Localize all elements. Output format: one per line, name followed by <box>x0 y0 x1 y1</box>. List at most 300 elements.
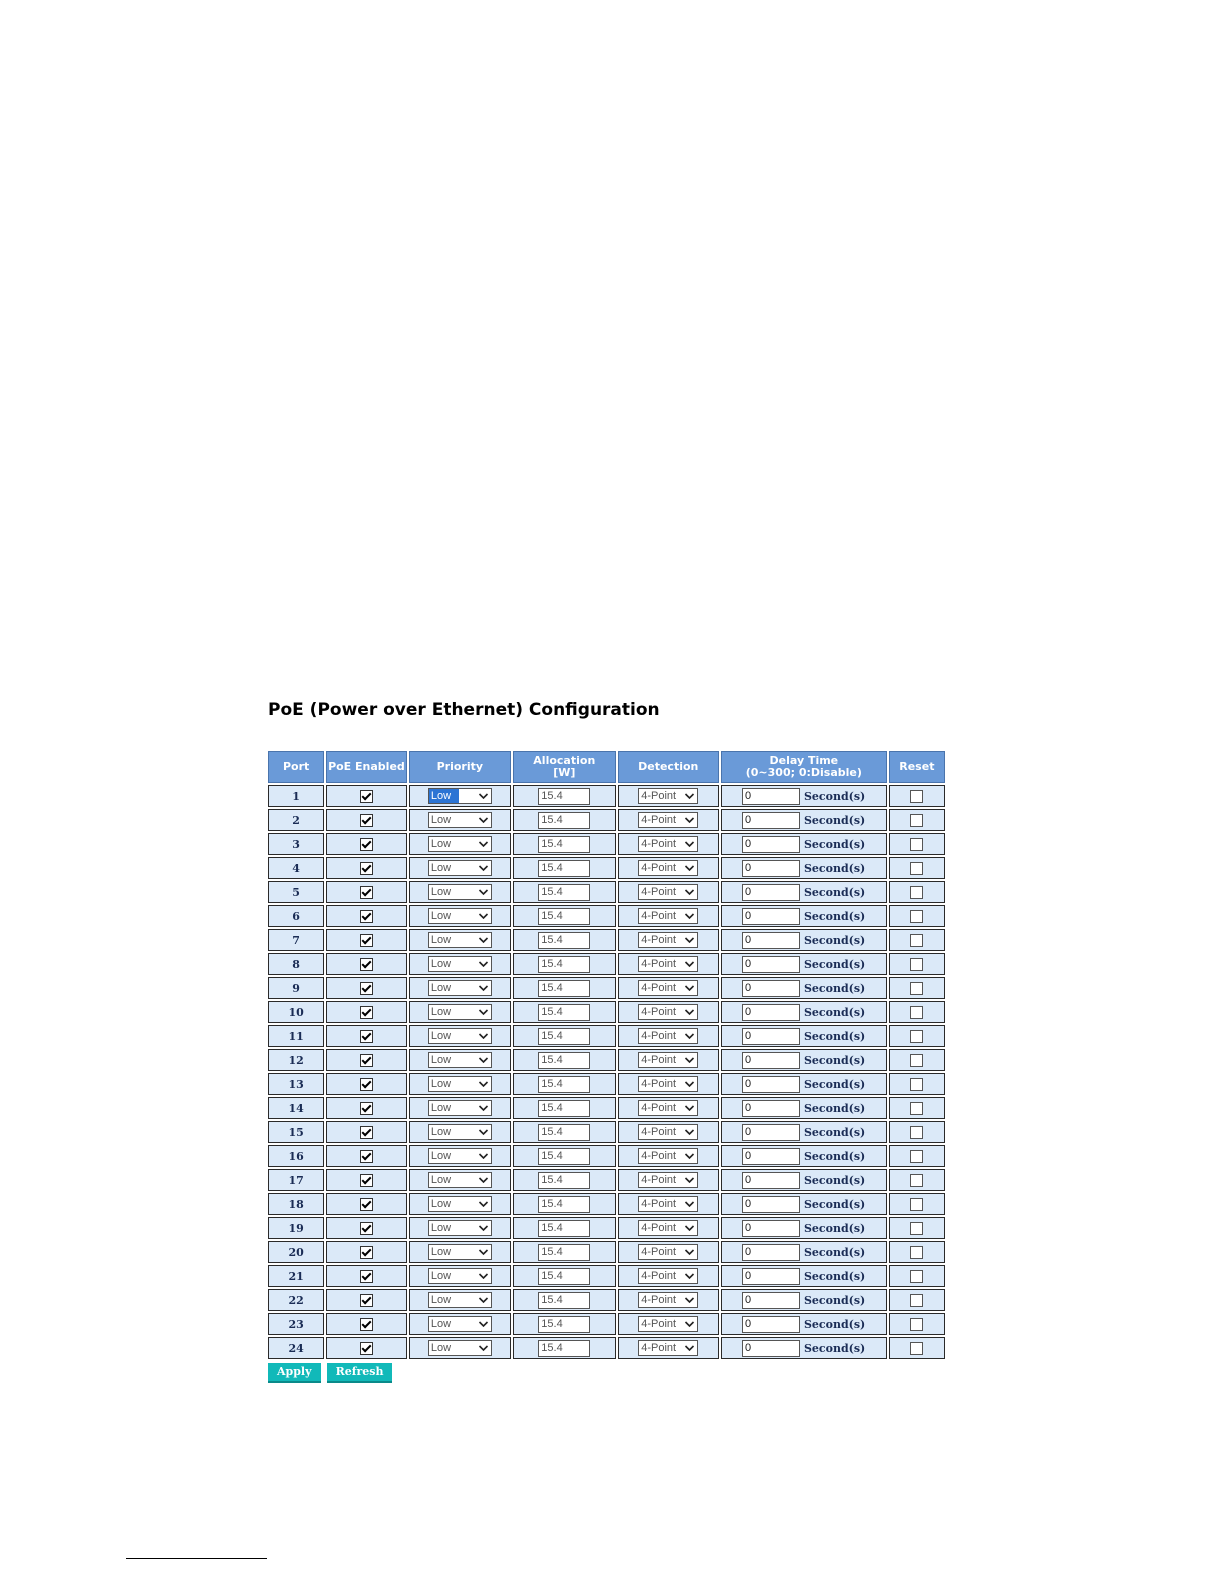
table-row <box>268 833 945 855</box>
delay-unit-label: Second(s) <box>803 861 866 875</box>
checkbox-checked-icon[interactable] <box>360 886 373 899</box>
priority-cell <box>409 953 511 975</box>
port-number: 20 <box>288 1245 304 1259</box>
priority-select[interactable] <box>428 1268 492 1284</box>
detection-select[interactable] <box>638 932 698 948</box>
checkbox-unchecked-icon[interactable] <box>910 814 923 827</box>
detection-value: 4-Point <box>641 814 677 826</box>
allocation-cell <box>513 1073 615 1095</box>
port-cell <box>268 1337 324 1359</box>
table-row <box>268 929 945 951</box>
header-priority: Priority <box>409 751 511 783</box>
detection-select[interactable] <box>638 1268 698 1284</box>
checkbox-unchecked-icon[interactable] <box>910 838 923 851</box>
checkbox-checked-icon[interactable] <box>360 1006 373 1019</box>
reset-cell <box>889 1169 945 1191</box>
allocation-input[interactable]: 15.4 <box>538 860 590 877</box>
allocation-input[interactable]: 15.4 <box>538 884 590 901</box>
delay-time-input[interactable]: 0 <box>742 1100 800 1117</box>
priority-cell <box>409 1073 511 1095</box>
allocation-input[interactable]: 15.4 <box>538 812 590 829</box>
poe-enabled-cell <box>326 1073 406 1095</box>
chevron-down-icon <box>478 933 489 947</box>
table-row <box>268 785 945 807</box>
allocation-input[interactable]: 15.4 <box>538 932 590 949</box>
checkbox-checked-icon[interactable] <box>360 1102 373 1115</box>
priority-value: Low <box>430 1030 452 1042</box>
delay-unit-label: Second(s) <box>803 1221 866 1235</box>
checkbox-checked-icon[interactable] <box>360 1198 373 1211</box>
port-number: 7 <box>292 933 300 947</box>
detection-value: 4-Point <box>641 1318 677 1330</box>
detection-select[interactable] <box>638 1028 698 1044</box>
priority-select[interactable] <box>428 1220 492 1236</box>
delay-time-input[interactable]: 0 <box>742 836 800 853</box>
reset-cell <box>889 1313 945 1335</box>
delay-time-input[interactable]: 0 <box>742 1076 800 1093</box>
checkbox-unchecked-icon[interactable] <box>910 1270 923 1283</box>
detection-select[interactable] <box>638 836 698 852</box>
allocation-input[interactable]: 15.4 <box>538 836 590 853</box>
delay-time-input[interactable]: 0 <box>742 1316 800 1333</box>
delay-time-cell <box>721 953 887 975</box>
poe-enabled-cell <box>326 833 406 855</box>
delay-time-cell <box>721 1169 887 1191</box>
delay-time-input[interactable]: 0 <box>742 788 800 805</box>
priority-select[interactable] <box>428 1004 492 1020</box>
allocation-cell <box>513 1001 615 1023</box>
allocation-input[interactable]: 15.4 <box>538 1076 590 1093</box>
detection-cell <box>618 1313 719 1335</box>
header-detection: Detection <box>618 751 719 783</box>
chevron-down-icon <box>684 1173 695 1187</box>
checkbox-checked-icon[interactable] <box>360 982 373 995</box>
allocation-cell <box>513 857 615 879</box>
allocation-cell <box>513 881 615 903</box>
checkbox-checked-icon[interactable] <box>360 1126 373 1139</box>
priority-cell <box>409 1121 511 1143</box>
button-row <box>268 1360 393 1383</box>
checkbox-checked-icon[interactable] <box>360 838 373 851</box>
poe-enabled-cell <box>326 1265 406 1287</box>
detection-value: 4-Point <box>641 1174 677 1186</box>
poe-enabled-cell <box>326 953 406 975</box>
delay-unit-label: Second(s) <box>803 1341 866 1355</box>
allocation-cell <box>513 1097 615 1119</box>
header-reset: Reset <box>889 751 945 783</box>
priority-select[interactable] <box>428 980 492 996</box>
delay-time-input[interactable]: 0 <box>742 980 800 997</box>
allocation-cell <box>513 1193 615 1215</box>
reset-cell <box>889 881 945 903</box>
allocation-input[interactable]: 15.4 <box>538 1196 590 1213</box>
checkbox-checked-icon[interactable] <box>360 862 373 875</box>
reset-cell <box>889 1289 945 1311</box>
checkbox-unchecked-icon[interactable] <box>910 1102 923 1115</box>
port-number: 14 <box>288 1101 304 1115</box>
port-number: 18 <box>288 1197 304 1211</box>
priority-select[interactable] <box>428 1028 492 1044</box>
chevron-down-icon <box>684 813 695 827</box>
detection-select[interactable] <box>638 1196 698 1212</box>
priority-cell <box>409 1217 511 1239</box>
delay-time-cell <box>721 1025 887 1047</box>
delay-time-input[interactable]: 0 <box>742 956 800 973</box>
allocation-cell <box>513 1169 615 1191</box>
priority-select[interactable] <box>428 1196 492 1212</box>
detection-select[interactable] <box>638 1244 698 1260</box>
delay-time-input[interactable]: 0 <box>742 932 800 949</box>
checkbox-unchecked-icon[interactable] <box>910 790 923 803</box>
port-cell <box>268 833 324 855</box>
chevron-down-icon <box>478 1173 489 1187</box>
checkbox-checked-icon[interactable] <box>360 1150 373 1163</box>
poe-enabled-cell <box>326 1241 406 1263</box>
delay-time-input[interactable]: 0 <box>742 1268 800 1285</box>
priority-select[interactable] <box>428 860 492 876</box>
priority-cell <box>409 1241 511 1263</box>
delay-time-input[interactable]: 0 <box>742 812 800 829</box>
allocation-input[interactable]: 15.4 <box>538 956 590 973</box>
table-body <box>268 785 945 1359</box>
checkbox-unchecked-icon[interactable] <box>910 1198 923 1211</box>
allocation-input[interactable]: 15.4 <box>538 1148 590 1165</box>
priority-cell <box>409 905 511 927</box>
chevron-down-icon <box>684 1221 695 1235</box>
delay-time-input[interactable]: 0 <box>742 1004 800 1021</box>
checkbox-checked-icon[interactable] <box>360 1222 373 1235</box>
priority-value: Low <box>430 862 452 874</box>
checkbox-unchecked-icon[interactable] <box>910 934 923 947</box>
checkbox-unchecked-icon[interactable] <box>910 886 923 899</box>
delay-time-input[interactable]: 0 <box>742 908 800 925</box>
checkbox-unchecked-icon[interactable] <box>910 862 923 875</box>
detection-value: 4-Point <box>641 910 677 922</box>
delay-time-input[interactable]: 0 <box>742 1124 800 1141</box>
checkbox-unchecked-icon[interactable] <box>910 1054 923 1067</box>
checkbox-unchecked-icon[interactable] <box>910 1318 923 1331</box>
chevron-down-icon <box>684 1149 695 1163</box>
checkbox-unchecked-icon[interactable] <box>910 1222 923 1235</box>
checkbox-checked-icon[interactable] <box>360 934 373 947</box>
detection-select[interactable] <box>638 860 698 876</box>
priority-select[interactable] <box>428 956 492 972</box>
allocation-input[interactable]: 15.4 <box>538 1220 590 1237</box>
allocation-input[interactable]: 15.4 <box>538 1340 590 1357</box>
allocation-input[interactable]: 15.4 <box>538 1244 590 1261</box>
port-number: 13 <box>288 1077 304 1091</box>
allocation-cell <box>513 977 615 999</box>
chevron-down-icon <box>684 1101 695 1115</box>
delay-time-input[interactable]: 0 <box>742 1340 800 1357</box>
allocation-input[interactable]: 15.4 <box>538 1004 590 1021</box>
refresh-button[interactable]: Refresh <box>327 1363 393 1383</box>
port-cell <box>268 1025 324 1047</box>
detection-value: 4-Point <box>641 1222 677 1234</box>
chevron-down-icon <box>684 957 695 971</box>
priority-select[interactable] <box>428 788 492 804</box>
detection-value: 4-Point <box>641 1006 677 1018</box>
chevron-down-icon <box>478 885 489 899</box>
detection-select[interactable] <box>638 788 698 804</box>
priority-select[interactable] <box>428 836 492 852</box>
checkbox-checked-icon[interactable] <box>360 1294 373 1307</box>
detection-cell <box>618 1121 719 1143</box>
detection-value: 4-Point <box>641 1126 677 1138</box>
chevron-down-icon <box>478 837 489 851</box>
port-number: 4 <box>292 861 300 875</box>
priority-value: Low <box>430 1102 452 1114</box>
allocation-input[interactable]: 15.4 <box>538 1052 590 1069</box>
chevron-down-icon <box>684 885 695 899</box>
allocation-input[interactable]: 15.4 <box>538 1316 590 1333</box>
priority-select[interactable] <box>428 932 492 948</box>
chevron-down-icon <box>478 1077 489 1091</box>
allocation-cell <box>513 1049 615 1071</box>
priority-select[interactable] <box>428 812 492 828</box>
detection-select[interactable] <box>638 1124 698 1140</box>
delay-unit-label: Second(s) <box>803 909 866 923</box>
detection-select[interactable] <box>638 1148 698 1164</box>
delay-time-input[interactable]: 0 <box>742 1172 800 1189</box>
checkbox-unchecked-icon[interactable] <box>910 910 923 923</box>
detection-cell <box>618 1145 719 1167</box>
delay-unit-label: Second(s) <box>803 1317 866 1331</box>
detection-value: 4-Point <box>641 1102 677 1114</box>
detection-select[interactable] <box>638 956 698 972</box>
checkbox-unchecked-icon[interactable] <box>910 1342 923 1355</box>
poe-enabled-cell <box>326 785 406 807</box>
allocation-cell <box>513 905 615 927</box>
detection-select[interactable] <box>638 1340 698 1356</box>
poe-enabled-cell <box>326 1169 406 1191</box>
delay-time-input[interactable]: 0 <box>742 1148 800 1165</box>
priority-value: Low <box>430 886 452 898</box>
header-port: Port <box>268 751 324 783</box>
priority-select[interactable] <box>428 1052 492 1068</box>
poe-enabled-cell <box>326 881 406 903</box>
reset-cell <box>889 1193 945 1215</box>
table-row <box>268 1193 945 1215</box>
checkbox-checked-icon[interactable] <box>360 910 373 923</box>
priority-select[interactable] <box>428 1244 492 1260</box>
checkbox-unchecked-icon[interactable] <box>910 1006 923 1019</box>
allocation-cell <box>513 1145 615 1167</box>
detection-select[interactable] <box>638 1172 698 1188</box>
priority-value: Low <box>430 1198 452 1210</box>
detection-value: 4-Point <box>641 934 677 946</box>
poe-enabled-cell <box>326 1289 406 1311</box>
priority-select[interactable] <box>428 1316 492 1332</box>
poe-enabled-cell <box>326 1145 406 1167</box>
checkbox-unchecked-icon[interactable] <box>910 1294 923 1307</box>
detection-cell <box>618 905 719 927</box>
checkbox-checked-icon[interactable] <box>360 1054 373 1067</box>
chevron-down-icon <box>684 909 695 923</box>
detection-cell <box>618 929 719 951</box>
delay-time-input[interactable]: 0 <box>742 1196 800 1213</box>
checkbox-unchecked-icon[interactable] <box>910 1126 923 1139</box>
priority-select[interactable] <box>428 884 492 900</box>
port-number: 15 <box>288 1125 304 1139</box>
checkbox-unchecked-icon[interactable] <box>910 1030 923 1043</box>
detection-select[interactable] <box>638 1100 698 1116</box>
port-number: 3 <box>292 837 300 851</box>
apply-button[interactable]: Apply <box>268 1363 321 1383</box>
delay-unit-label: Second(s) <box>803 1053 866 1067</box>
delay-time-cell <box>721 1313 887 1335</box>
detection-cell <box>618 1073 719 1095</box>
delay-time-cell <box>721 1001 887 1023</box>
detection-select[interactable] <box>638 908 698 924</box>
priority-value: Low <box>430 1222 452 1234</box>
footnote-divider <box>126 1558 267 1559</box>
port-number: 5 <box>292 885 300 899</box>
port-cell <box>268 1241 324 1263</box>
chevron-down-icon <box>478 789 489 803</box>
detection-select[interactable] <box>638 1052 698 1068</box>
detection-select[interactable] <box>638 1220 698 1236</box>
delay-time-input[interactable]: 0 <box>742 1244 800 1261</box>
port-cell <box>268 857 324 879</box>
detection-select[interactable] <box>638 884 698 900</box>
delay-time-cell <box>721 857 887 879</box>
port-number: 24 <box>288 1341 304 1355</box>
delay-unit-label: Second(s) <box>803 1005 866 1019</box>
priority-value: Low <box>429 789 459 803</box>
checkbox-checked-icon[interactable] <box>360 790 373 803</box>
priority-cell <box>409 857 511 879</box>
priority-value: Low <box>430 1006 452 1018</box>
checkbox-checked-icon[interactable] <box>360 1078 373 1091</box>
port-cell <box>268 1289 324 1311</box>
port-number: 1 <box>292 789 300 803</box>
port-cell <box>268 953 324 975</box>
detection-value: 4-Point <box>641 1078 677 1090</box>
chevron-down-icon <box>684 1317 695 1331</box>
detection-value: 4-Point <box>641 790 677 802</box>
delay-time-input[interactable]: 0 <box>742 1220 800 1237</box>
chevron-down-icon <box>478 813 489 827</box>
poe-enabled-cell <box>326 1193 406 1215</box>
port-cell <box>268 905 324 927</box>
delay-time-input[interactable]: 0 <box>742 1052 800 1069</box>
allocation-input[interactable]: 15.4 <box>538 1172 590 1189</box>
priority-select[interactable] <box>428 1172 492 1188</box>
checkbox-unchecked-icon[interactable] <box>910 958 923 971</box>
priority-select[interactable] <box>428 1292 492 1308</box>
priority-select[interactable] <box>428 1100 492 1116</box>
reset-cell <box>889 1049 945 1071</box>
poe-enabled-cell <box>326 1217 406 1239</box>
allocation-input[interactable]: 15.4 <box>538 788 590 805</box>
priority-select[interactable] <box>428 908 492 924</box>
chevron-down-icon <box>684 933 695 947</box>
poe-enabled-cell <box>326 929 406 951</box>
chevron-down-icon <box>478 1269 489 1283</box>
detection-select[interactable] <box>638 1076 698 1092</box>
priority-select[interactable] <box>428 1148 492 1164</box>
delay-unit-label: Second(s) <box>803 1173 866 1187</box>
priority-cell <box>409 1265 511 1287</box>
checkbox-unchecked-icon[interactable] <box>910 1150 923 1163</box>
delay-unit-label: Second(s) <box>803 789 866 803</box>
allocation-cell <box>513 1241 615 1263</box>
chevron-down-icon <box>684 1341 695 1355</box>
checkbox-checked-icon[interactable] <box>360 958 373 971</box>
allocation-input[interactable]: 15.4 <box>538 1100 590 1117</box>
reset-cell <box>889 1217 945 1239</box>
allocation-cell <box>513 1217 615 1239</box>
allocation-input[interactable]: 15.4 <box>538 1124 590 1141</box>
delay-time-input[interactable]: 0 <box>742 1292 800 1309</box>
checkbox-unchecked-icon[interactable] <box>910 982 923 995</box>
detection-select[interactable] <box>638 980 698 996</box>
port-cell <box>268 881 324 903</box>
detection-value: 4-Point <box>641 1198 677 1210</box>
chevron-down-icon <box>684 789 695 803</box>
checkbox-checked-icon[interactable] <box>360 1270 373 1283</box>
allocation-cell <box>513 953 615 975</box>
checkbox-checked-icon[interactable] <box>360 1174 373 1187</box>
detection-select[interactable] <box>638 812 698 828</box>
priority-cell <box>409 1337 511 1359</box>
checkbox-unchecked-icon[interactable] <box>910 1174 923 1187</box>
priority-select[interactable] <box>428 1340 492 1356</box>
port-cell <box>268 809 324 831</box>
table-row <box>268 1217 945 1239</box>
checkbox-unchecked-icon[interactable] <box>910 1246 923 1259</box>
priority-select[interactable] <box>428 1124 492 1140</box>
allocation-input[interactable]: 15.4 <box>538 980 590 997</box>
port-cell <box>268 977 324 999</box>
delay-time-input[interactable]: 0 <box>742 860 800 877</box>
detection-value: 4-Point <box>641 1294 677 1306</box>
delay-time-cell <box>721 1121 887 1143</box>
allocation-input[interactable]: 15.4 <box>538 1292 590 1309</box>
detection-cell <box>618 1097 719 1119</box>
reset-cell <box>889 809 945 831</box>
detection-cell <box>618 1241 719 1263</box>
delay-time-input[interactable]: 0 <box>742 1028 800 1045</box>
chevron-down-icon <box>684 1293 695 1307</box>
checkbox-unchecked-icon[interactable] <box>910 1078 923 1091</box>
chevron-down-icon <box>478 957 489 971</box>
delay-unit-label: Second(s) <box>803 1077 866 1091</box>
reset-cell <box>889 1025 945 1047</box>
allocation-input[interactable]: 15.4 <box>538 1268 590 1285</box>
checkbox-checked-icon[interactable] <box>360 1030 373 1043</box>
port-number: 6 <box>292 909 300 923</box>
delay-time-input[interactable]: 0 <box>742 884 800 901</box>
poe-enabled-cell <box>326 1001 406 1023</box>
priority-select[interactable] <box>428 1076 492 1092</box>
checkbox-checked-icon[interactable] <box>360 1342 373 1355</box>
detection-cell <box>618 1265 719 1287</box>
detection-cell <box>618 1001 719 1023</box>
checkbox-checked-icon[interactable] <box>360 1318 373 1331</box>
delay-unit-label: Second(s) <box>803 1293 866 1307</box>
checkbox-checked-icon[interactable] <box>360 814 373 827</box>
allocation-input[interactable]: 15.4 <box>538 1028 590 1045</box>
detection-select[interactable] <box>638 1004 698 1020</box>
allocation-input[interactable]: 15.4 <box>538 908 590 925</box>
poe-enabled-cell <box>326 1337 406 1359</box>
reset-cell <box>889 1337 945 1359</box>
detection-select[interactable] <box>638 1316 698 1332</box>
detection-select[interactable] <box>638 1292 698 1308</box>
checkbox-checked-icon[interactable] <box>360 1246 373 1259</box>
